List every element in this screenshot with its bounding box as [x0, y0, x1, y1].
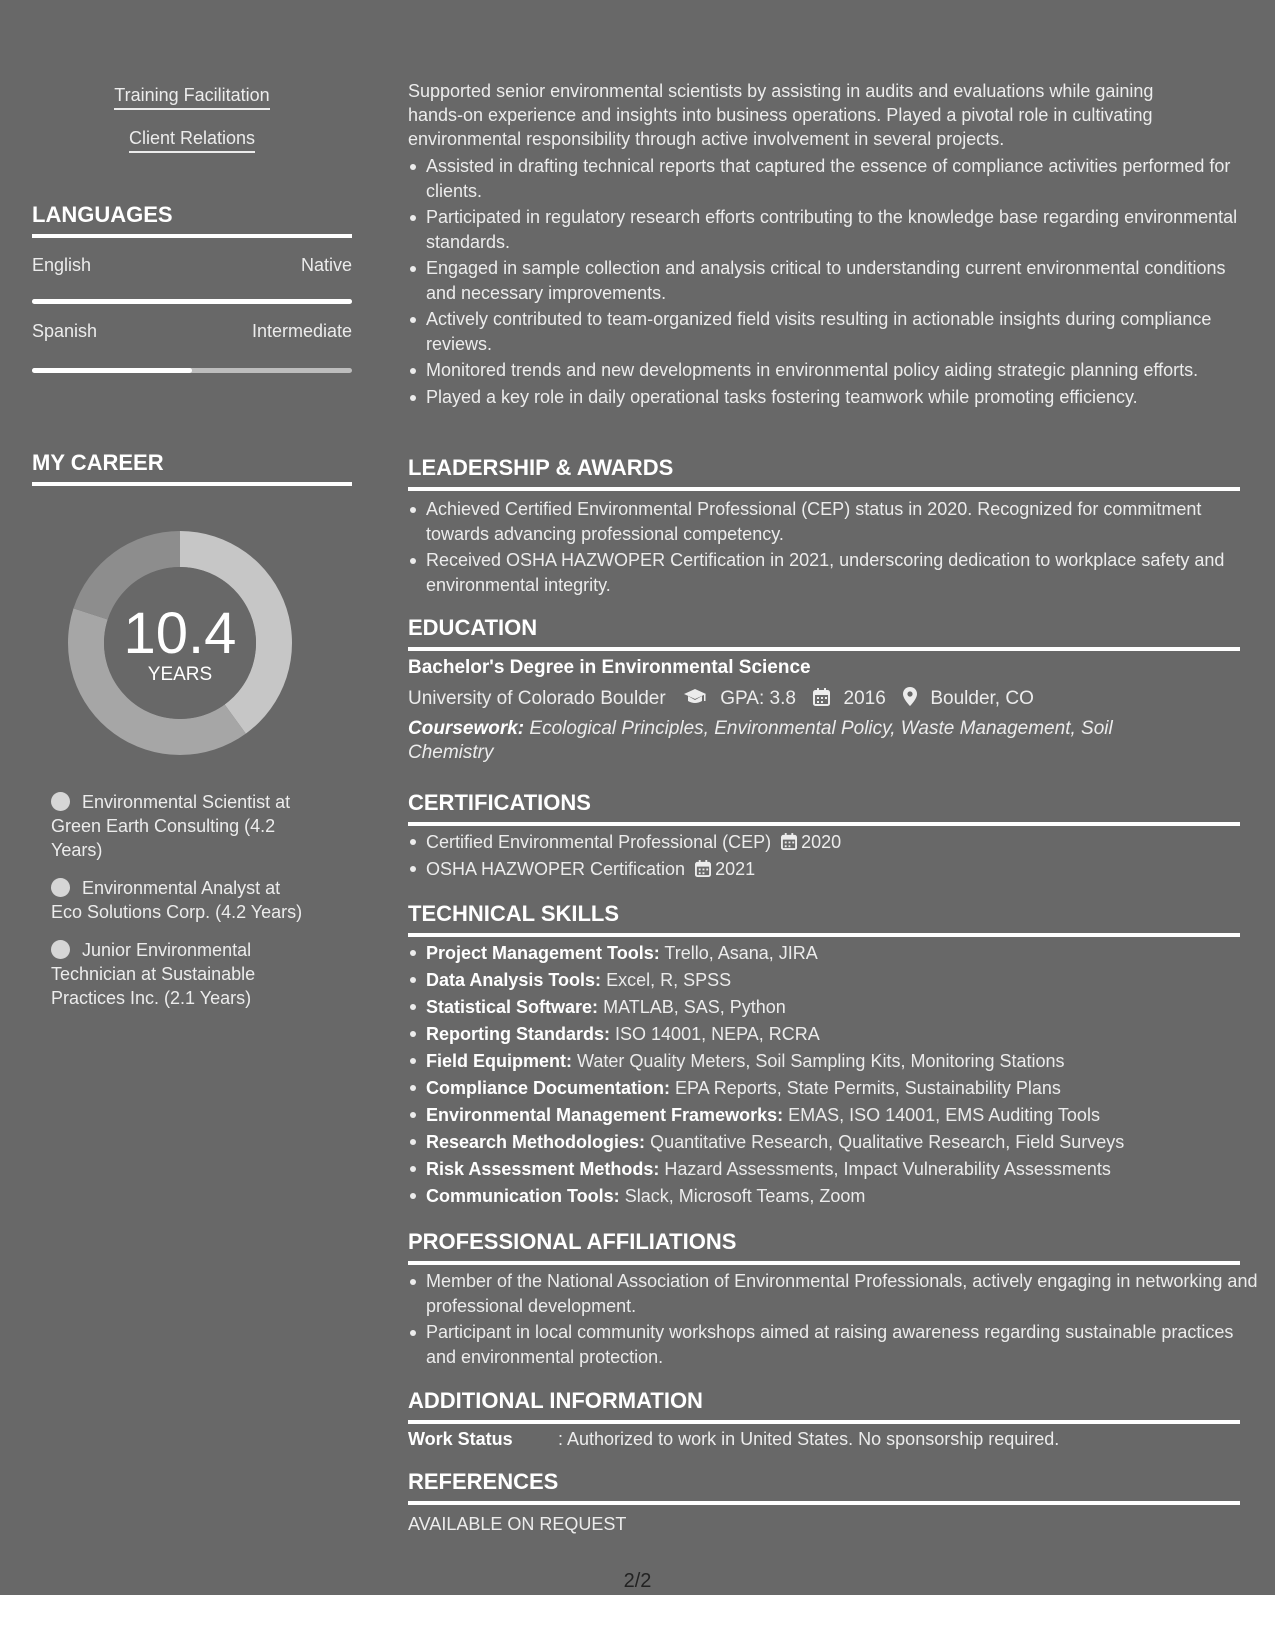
language-bar [32, 299, 352, 304]
additional-info-heading: ADDITIONAL INFORMATION [408, 1388, 1240, 1424]
graduation-cap-icon [683, 688, 707, 706]
language-name: Spanish [32, 321, 98, 341]
language-bar-fill [32, 368, 192, 373]
coursework [408, 717, 1198, 765]
career-item [51, 876, 316, 924]
skill-category: Research Methodologies: [426, 1132, 646, 1152]
skill-category: Communication Tools: [426, 1186, 620, 1206]
skill-category: Risk Assessment Methods: [426, 1159, 660, 1179]
gpa: GPA: 3.8 [720, 688, 796, 709]
list-item: Received OSHA HAZWOPER Certification in 2021, underscoring dedication to workplace safety and environmental integrity. [426, 548, 1258, 597]
technical-skills-list [408, 940, 1258, 1210]
list-item [426, 940, 1258, 967]
education-heading: EDUCATION [408, 615, 1240, 651]
calendar-icon [781, 833, 797, 850]
coursework-list: Ecological Principles, Environmental Policy, Waste Management, Soil Chemistry [408, 718, 1113, 763]
bullet-dot-icon [51, 940, 70, 959]
cert-year: 2021 [715, 859, 756, 879]
education-location: Boulder, CO [930, 688, 1034, 709]
languages-heading: LANGUAGES [32, 202, 352, 238]
career-years-label: YEARS [147, 664, 213, 685]
skill-values: ISO 14001, NEPA, RCRA [615, 1024, 820, 1044]
list-item: Monitored trends and new developments in environmental policy aiding strategic planning efforts. [426, 358, 1258, 383]
list-item [426, 1048, 1258, 1075]
career-item [51, 938, 316, 1010]
skill-link[interactable] [32, 85, 352, 106]
career-item-label: Environmental Analyst at Eco Solutions Corp. (4.2 Years) [51, 878, 303, 922]
location-pin-icon [903, 687, 917, 706]
bullet-dot-icon [51, 878, 70, 897]
skill-category: Reporting Standards: [426, 1024, 611, 1044]
language-bar-fill [32, 299, 352, 304]
education-meta [408, 687, 1034, 710]
skill-values: Hazard Assessments, Impact Vulnerability Assessments [664, 1159, 1111, 1179]
skill-category: Project Management Tools: [426, 943, 660, 963]
list-item [426, 1102, 1258, 1129]
affiliations-list [408, 1269, 1258, 1371]
list-item [426, 1021, 1258, 1048]
list-item [426, 1156, 1258, 1183]
career-item [51, 790, 316, 862]
skill-values: Slack, Microsoft Teams, Zoom [624, 1186, 866, 1206]
work-status-label: Work Status [408, 1429, 513, 1449]
career-item-label: Junior Environmental Technician at Sustainable Practices Inc. (2.1 Years) [51, 940, 256, 1008]
career-heading: MY CAREER [32, 450, 352, 486]
skill-values: Water Quality Meters, Soil Sampling Kits, Monitoring Stations [577, 1051, 1065, 1071]
list-item: Participant in local community workshops aimed at raising awareness regarding sustainable practices and environmental protection. [426, 1320, 1258, 1369]
work-status-value: : Authorized to work in United States. No sponsorship required. [558, 1429, 1060, 1449]
calendar-icon [695, 860, 711, 877]
skill-label: Client Relations [129, 128, 255, 153]
technical-skills-heading: TECHNICAL SKILLS [408, 901, 1240, 937]
skill-category: Compliance Documentation: [426, 1078, 671, 1098]
bullet-dot-icon [51, 792, 70, 811]
cert-name: Certified Environmental Professional (CEP) [426, 832, 772, 852]
list-item: Participated in regulatory research efforts contributing to the knowledge base regarding environmental standards. [426, 205, 1258, 254]
skill-category: Data Analysis Tools: [426, 970, 602, 990]
awards-heading: LEADERSHIP & AWARDS [408, 455, 1240, 491]
language-level: Native [300, 255, 352, 275]
skill-category: Statistical Software: [426, 997, 599, 1017]
list-item: Assisted in drafting technical reports that captured the essence of compliance activities performed for clients. [426, 154, 1258, 203]
coursework-label: Coursework: [408, 718, 525, 739]
references-heading: REFERENCES [408, 1469, 1240, 1505]
degree-title: Bachelor's Degree in Environmental Science [408, 657, 811, 678]
career-item-label: Environmental Scientist at Green Earth Consulting (4.2 Years) [51, 792, 291, 860]
language-bar [32, 368, 352, 373]
list-item: Achieved Certified Environmental Professional (CEP) status in 2020. Recognized for commitment towards advancing professional competency. [426, 497, 1258, 546]
certifications-heading: CERTIFICATIONS [408, 790, 1240, 826]
calendar-icon [813, 688, 830, 706]
list-item: Member of the National Association of Environmental Professionals, actively engaging in networking and professional development. [426, 1269, 1258, 1318]
school-name: University of Colorado Boulder [408, 688, 666, 709]
list-item [426, 1129, 1258, 1156]
skill-category: Field Equipment: [426, 1051, 572, 1071]
experience-summary: Supported senior environmental scientists by assisting in audits and evaluations while gaining hands-on experience and insights into business operations. Played a pivotal role in cultivating environmental responsibility through active involvement in several projects. [408, 81, 1154, 149]
skill-values: MATLAB, SAS, Python [603, 997, 786, 1017]
cert-name: OSHA HAZWOPER Certification [426, 859, 686, 879]
list-item [426, 856, 1258, 883]
skill-values: Quantitative Research, Qualitative Research, Field Surveys [650, 1132, 1125, 1152]
certifications-list [408, 829, 1258, 883]
awards-list [408, 497, 1258, 599]
language-level: Intermediate [251, 321, 352, 341]
list-item: Actively contributed to team-organized field visits resulting in actionable insights during compliance reviews. [426, 307, 1258, 356]
list-item [426, 967, 1258, 994]
graduation-year: 2016 [843, 688, 886, 709]
skill-values: EMAS, ISO 14001, EMS Auditing Tools [788, 1105, 1100, 1125]
list-item: Played a key role in daily operational tasks fostering teamwork while promoting efficiency. [426, 385, 1258, 410]
language-name: English [32, 255, 92, 275]
skill-values: Excel, R, SPSS [606, 970, 732, 990]
experience-bullets [408, 154, 1258, 411]
page-number: 2/2 [623, 1570, 652, 1592]
skill-link[interactable] [32, 128, 352, 149]
references-text: AVAILABLE ON REQUEST [408, 1514, 627, 1534]
career-donut-chart [65, 528, 295, 758]
cert-year: 2020 [801, 832, 842, 852]
skill-label: Training Facilitation [114, 85, 269, 110]
affiliations-heading: PROFESSIONAL AFFILIATIONS [408, 1229, 1240, 1265]
list-item [426, 1183, 1258, 1210]
skill-category: Environmental Management Frameworks: [426, 1105, 784, 1125]
list-item [426, 829, 1258, 856]
skill-values: EPA Reports, State Permits, Sustainability Plans [675, 1078, 1061, 1098]
skill-values: Trello, Asana, JIRA [664, 943, 818, 963]
list-item: Engaged in sample collection and analysis critical to understanding current environmental conditions and necessary improvements. [426, 256, 1258, 305]
career-total-years: 10.4 [123, 601, 237, 666]
list-item [426, 994, 1258, 1021]
list-item [426, 1075, 1258, 1102]
